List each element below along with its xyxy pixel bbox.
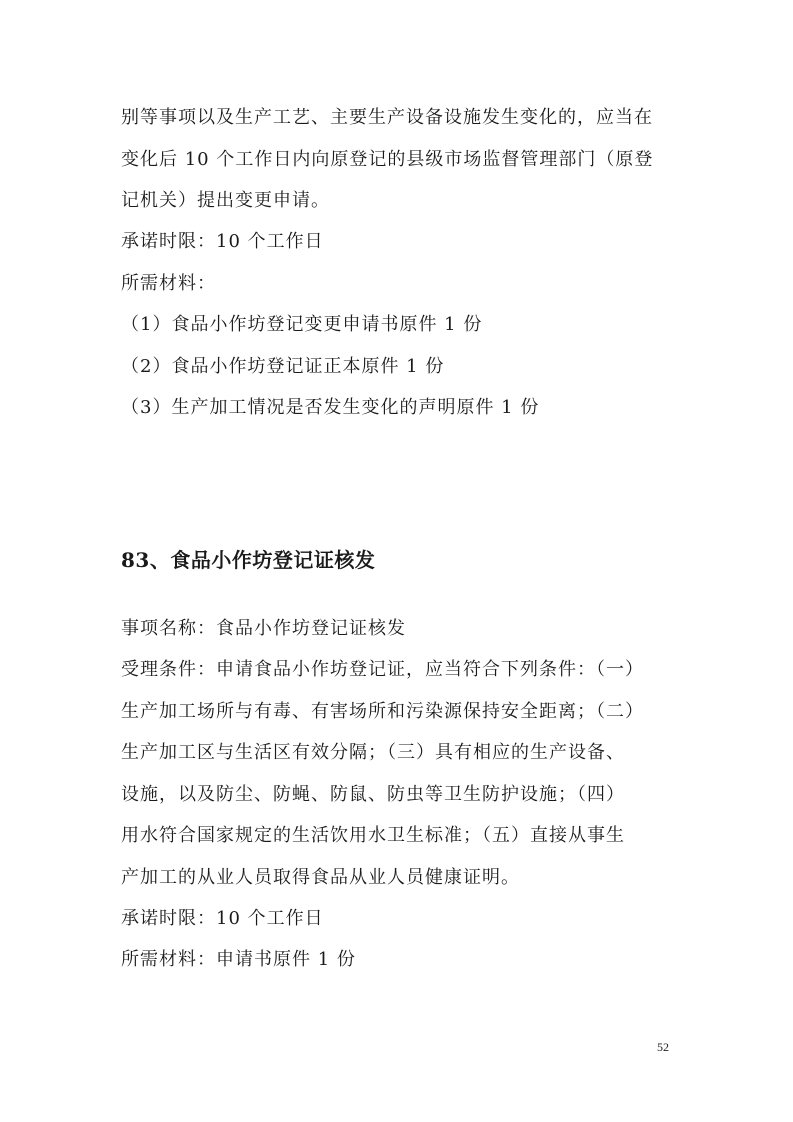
conditions-line: 产加工的从业人员取得食品从业人员健康证明。 bbox=[121, 867, 520, 888]
conditions-line: 受理条件：申请食品小作坊登记证，应当符合下列条件：（一） bbox=[121, 659, 644, 680]
promise-time: 承诺时限：10 个工作日 bbox=[121, 231, 324, 252]
material-item: （1）食品小作坊登记变更申请书原件 1 份 bbox=[121, 314, 483, 335]
paragraph-line: 别等事项以及生产工艺、主要生产设备设施发生变化的，应当在 bbox=[121, 107, 653, 128]
section-heading: 83、食品小作坊登记证核发 bbox=[121, 548, 376, 572]
promise-time: 承诺时限：10 个工作日 bbox=[121, 908, 324, 929]
paragraph-line: 记机关）提出变更申请。 bbox=[121, 190, 330, 211]
conditions-line: 生产加工场所与有毒、有害场所和污染源保持安全距离；（二） bbox=[121, 701, 644, 722]
material-item: （2）食品小作坊登记证正本原件 1 份 bbox=[121, 356, 445, 377]
conditions-line: 生产加工区与生活区有效分隔；（三）具有相应的生产设备、 bbox=[121, 742, 625, 763]
item-name: 事项名称：食品小作坊登记证核发 bbox=[121, 618, 406, 639]
paragraph-line: 变化后 10 个工作日内向原登记的县级市场监督管理部门（原登 bbox=[121, 149, 654, 170]
conditions-line: 用水符合国家规定的生活饮用水卫生标准；（五）直接从事生 bbox=[121, 825, 625, 846]
material-item: （3）生产加工情况是否发生变化的声明原件 1 份 bbox=[121, 397, 540, 418]
conditions-line: 设施，以及防尘、防蝇、防鼠、防虫等卫生防护设施；（四） bbox=[121, 784, 625, 805]
materials-line: 所需材料：申请书原件 1 份 bbox=[121, 949, 356, 970]
materials-label: 所需材料： bbox=[121, 273, 216, 294]
page-number: 52 bbox=[657, 1040, 669, 1054]
